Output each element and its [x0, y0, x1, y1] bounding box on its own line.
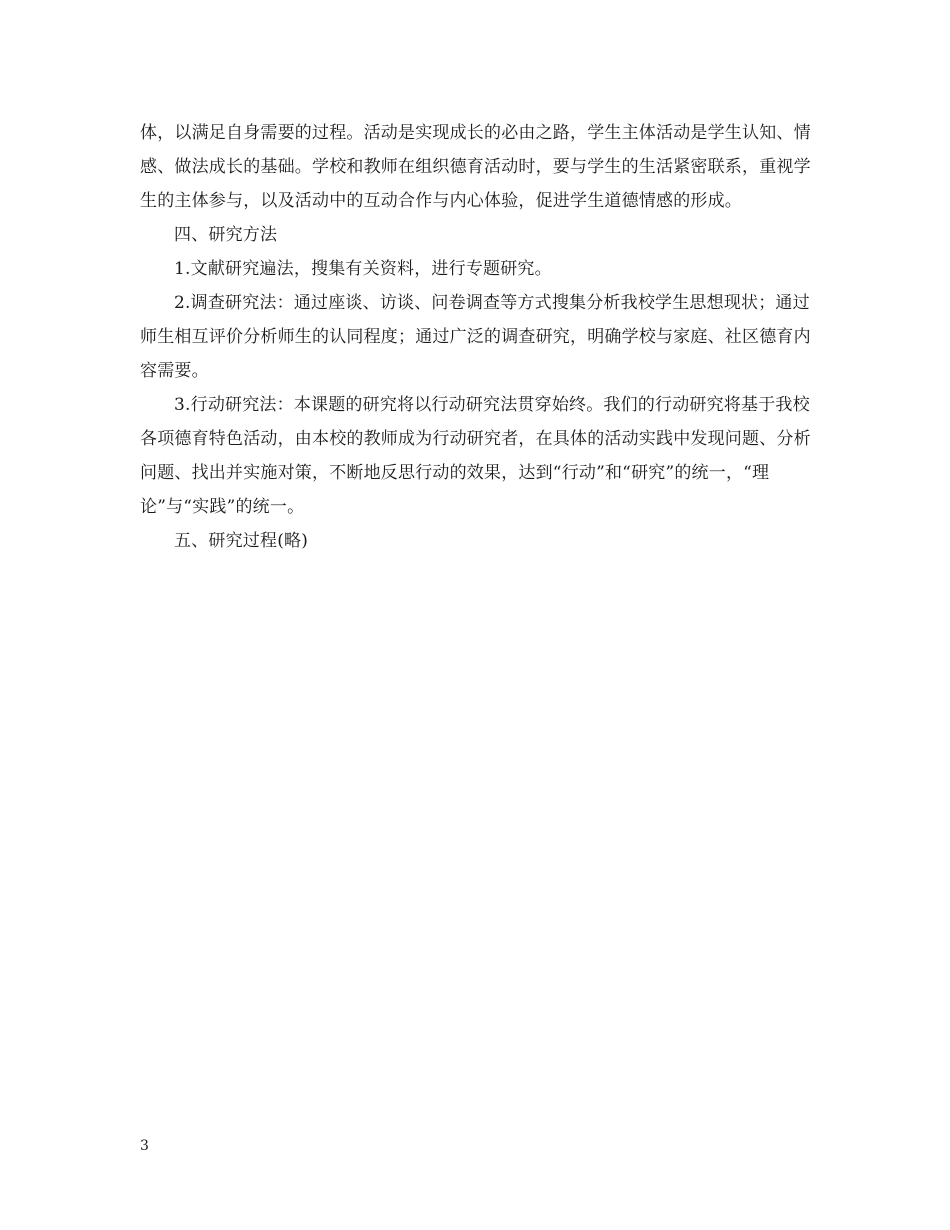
paragraph-action-research-method: 3.行动研究法：本课题的研究将以行动研究法贯穿始终。我们的行动研究将基于我校各项德育特色活动，由本校的教师成为行动研究者，在具体的活动实践中发现问题、分析问题、找出并实施对策，不断地反思行动的效果，达到“行动”和“研究”的统一，“理论”与“实践”的统一。 [140, 395, 811, 517]
page-number: 3 [140, 1138, 149, 1154]
section-heading-research-methods: 四、研究方法 [174, 225, 278, 245]
paragraph-literature-method: 1.文献研究遍法，搜集有关资料，进行专题研究。 [174, 259, 552, 279]
paragraph-survey-method: 2.调查研究法：通过座谈、访谈、问卷调查等方式搜集分析我校学生思想现状；通过师生相互评价分析师生的认同程度；通过广泛的调查研究，明确学校与家庭、社区德育内容需要。 [140, 293, 811, 381]
section-heading-research-process: 五、研究过程(略) [174, 531, 309, 551]
paragraph-continuation: 体，以满足自身需要的过程。活动是实现成长的必由之路，学生主体活动是学生认知、情感、做法成长的基础。学校和教师在组织德育活动时，要与学生的生活紧密联系，重视学生的主体参与，以及活动中的互动合作与内心体验，促进学生道德情感的形成。 [140, 123, 811, 211]
document-body [140, 116, 820, 558]
